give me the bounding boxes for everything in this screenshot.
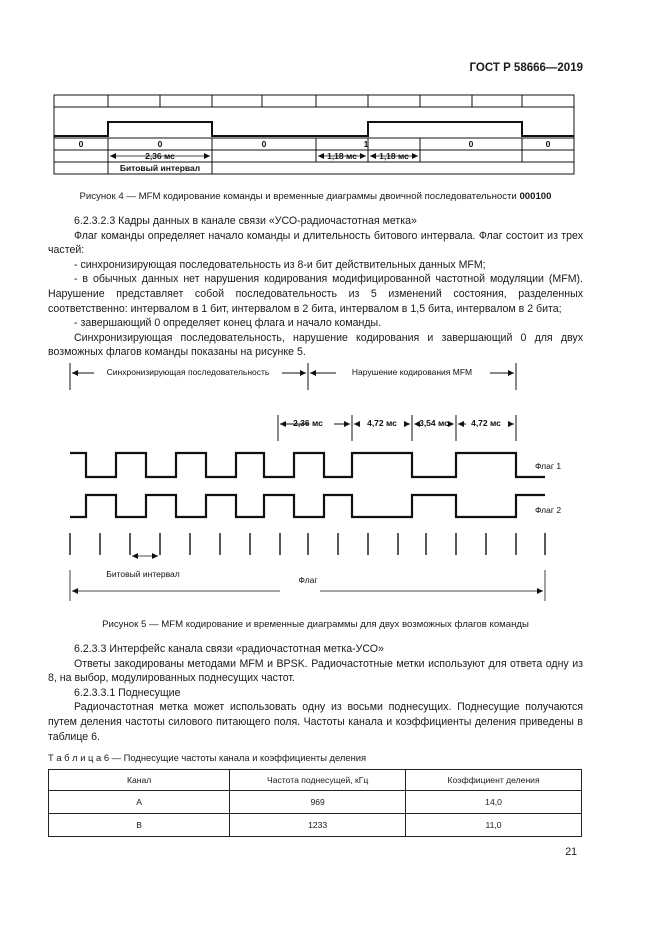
table-cell: A xyxy=(49,791,230,814)
duration-label: 2,36 мс xyxy=(145,151,175,161)
paragraph: Ответы закодированы методами MFM и BPSK. Радиочастотные метки используют для ответа одну из 8, на выбор, модулированных поднесущих частот. xyxy=(48,657,583,685)
page-number: 21 xyxy=(565,846,577,858)
figure-4-caption xyxy=(48,191,583,202)
section-heading: 6.2.3.2.3 Кадры данных в канале связи «УСО-радиочастотная метка» xyxy=(74,215,417,227)
bit-interval-label: Битовый интервал xyxy=(106,569,180,579)
table-cell: 1233 xyxy=(230,814,406,837)
duration-label: 1,18 мс xyxy=(379,151,409,161)
table-cell: 11,0 xyxy=(406,814,582,837)
table-cell: 14,0 xyxy=(406,791,582,814)
table-row xyxy=(49,814,582,837)
section-heading: 6.2.3.3.1 Поднесущие xyxy=(74,686,181,699)
table-6 xyxy=(48,769,582,837)
paragraph: Радиочастотная метка может использовать одну из восьми поднесущих. Поднесущие получаются путем деления частоты силового питающего поля. Частоты канала и коэффициенты деления приведены в таблице 6. xyxy=(48,701,583,743)
list-item: - завершающий 0 определяет конец флага и начало команды. xyxy=(74,317,382,330)
duration-label: 4,72 мс xyxy=(471,418,501,428)
table-header-row xyxy=(49,770,582,791)
flag-2-label: Флаг 2 xyxy=(535,505,562,515)
table-header-cell: Коэффициент деления xyxy=(406,770,582,791)
paragraph: Синхронизирующая последовательность, нарушение кодирования и завершающий 0 для двух возможных флагов команды показаны на рисунке 5. xyxy=(48,331,583,359)
table-cell: 969 xyxy=(230,791,406,814)
list-item: - в обычных данных нет нарушения кодирования модифицированной частотной модуляции (MFM). Нарушение представляет собой последовательность из 5 изменений состояния, разделенных соответственно: интервалом в 1 бит, интервалом в 2 бита, интервалом в 1,5 бита, интервалом в 2 бита; xyxy=(48,273,583,315)
table-header-cell: Канал xyxy=(49,770,230,791)
table-title-text: — Поднесущие частоты канала и коэффициенты деления xyxy=(109,752,367,763)
figure-4-timing-diagram xyxy=(0,0,661,185)
table-header-cell: Частота поднесущей, кГц xyxy=(230,770,406,791)
figure-5-timing-diagram xyxy=(0,355,661,610)
standard-header: ГОСТ Р 58666—2019 xyxy=(469,62,583,74)
caption-bold: 000100 xyxy=(519,191,552,202)
sync-sequence-label: Синхронизирующая последовательность xyxy=(106,367,270,377)
bit-value: 0 xyxy=(468,139,474,149)
caption-text: Рисунок 4 — MFM кодирование команды и временные диаграммы двоичной последовательности xyxy=(79,191,520,202)
list-item: - синхронизирующая последовательность из 8-и бит действительных данных MFM; xyxy=(74,258,486,271)
coding-violation-label: Нарушение кодирования MFM xyxy=(351,367,473,377)
duration-label: 3,54 мс xyxy=(419,418,449,428)
section-text-1 xyxy=(48,214,583,360)
bit-value: 0 xyxy=(261,139,267,149)
table-cell: B xyxy=(49,814,230,837)
duration-label: 4,72 мс xyxy=(367,418,397,428)
bit-value: 0 xyxy=(78,139,84,149)
bit-value: 0 xyxy=(157,139,163,149)
duration-label: 1,18 мс xyxy=(327,151,357,161)
bit-value: 0 xyxy=(545,139,551,149)
table-row xyxy=(49,791,582,814)
section-heading: 6.2.3.3 Интерфейс канала связи «радиочастотная метка-УСО» xyxy=(74,643,384,655)
flag-1-label: Флаг 1 xyxy=(535,461,562,471)
bit-interval-label: Битовый интервал xyxy=(119,163,201,173)
figure-5-caption: Рисунок 5 — MFM кодирование и временные диаграммы для двух возможных флагов команды xyxy=(102,619,529,630)
table-title-prefix: Т а б л и ц а 6 xyxy=(48,752,110,763)
bit-value: 1 xyxy=(363,139,369,149)
duration-label: 2,36 мс xyxy=(293,418,323,428)
paragraph: Флаг команды определяет начало команды и длительность битового интервала. Флаг состоит из трех частей: xyxy=(48,229,583,257)
table-6-title xyxy=(48,752,366,763)
section-text-2 xyxy=(48,642,583,744)
flag-label: Флаг xyxy=(298,575,318,585)
